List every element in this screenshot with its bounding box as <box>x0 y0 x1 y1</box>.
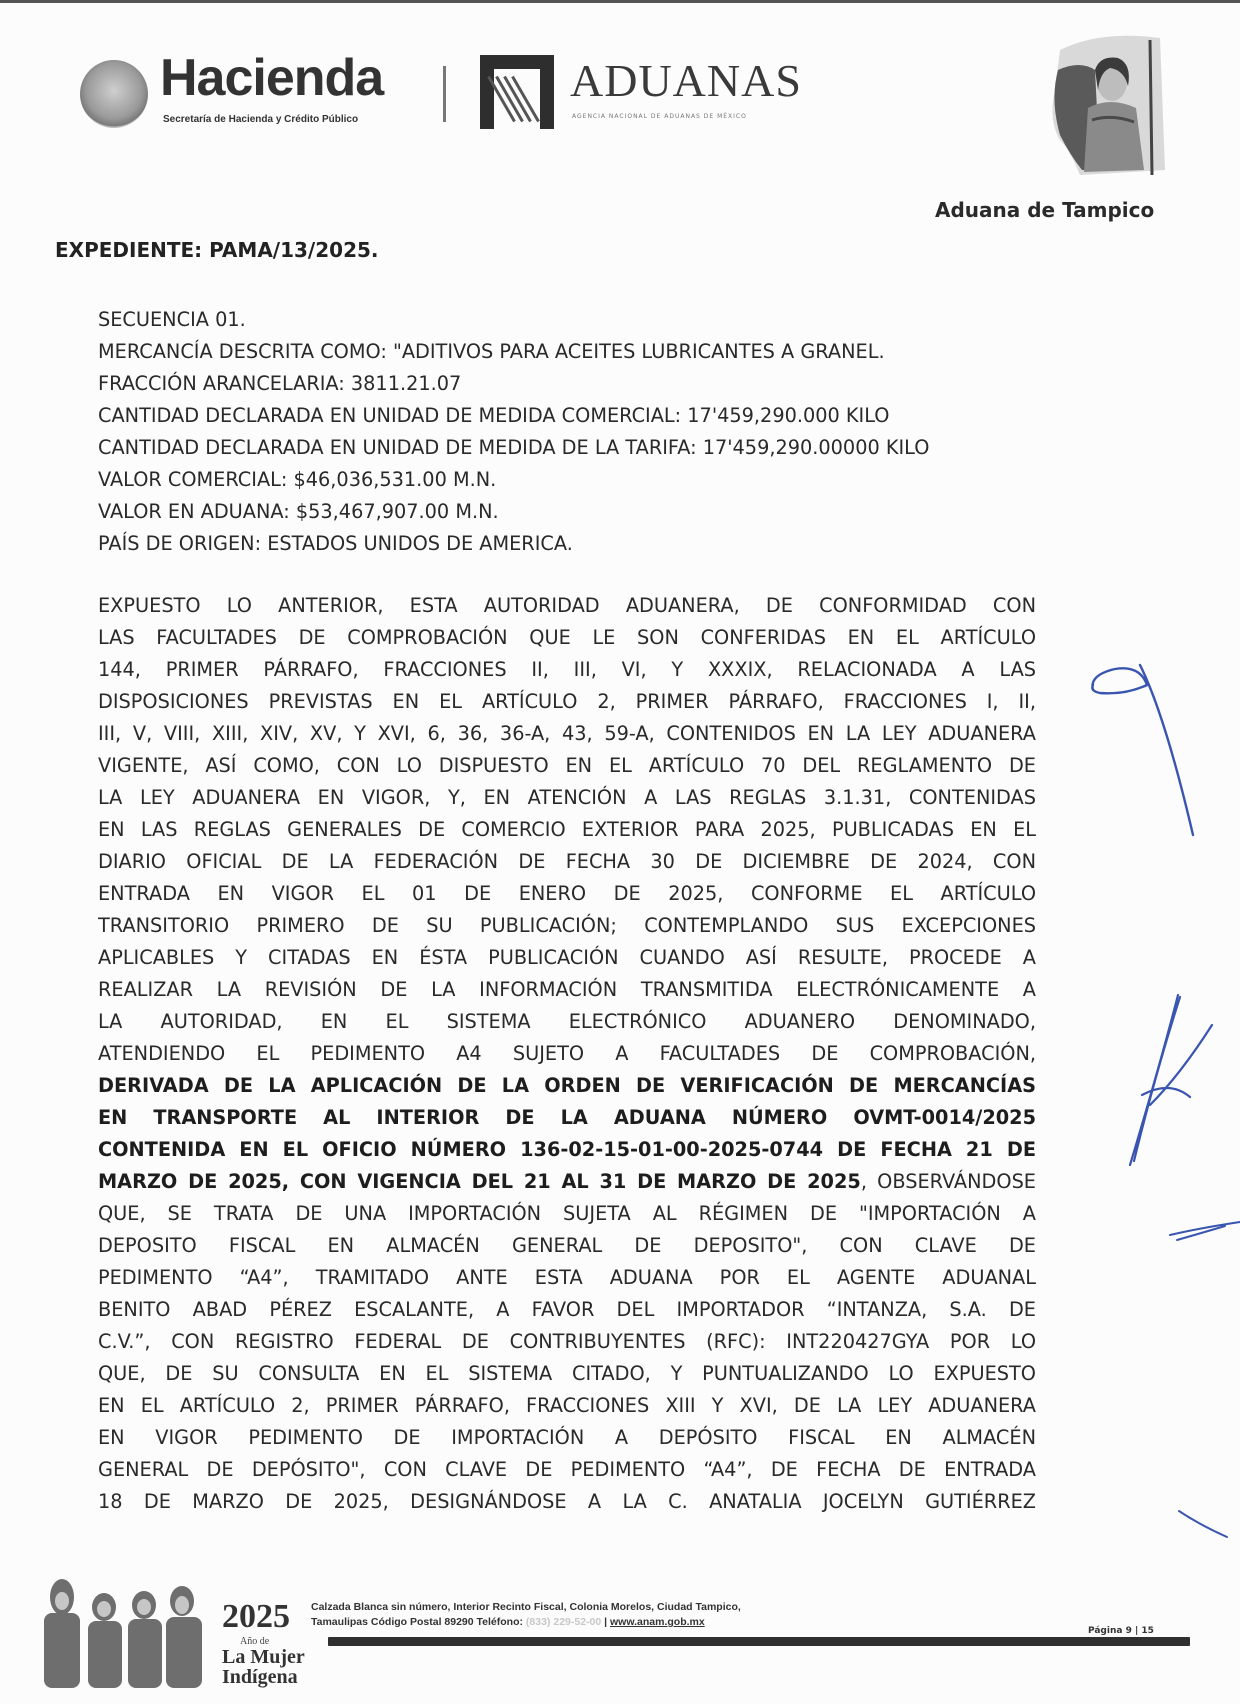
footer-address <box>311 1600 741 1630</box>
handwritten-mark-icon <box>1165 1210 1240 1250</box>
paragraph-line: ENTRADA EN VIGOR EL 01 DE ENERO DE 2025, CONFORME EL ARTÍCULO <box>98 882 1036 905</box>
paragraph-line: QUE, SE TRATA DE UNA IMPORTACIÓN SUJETA AL RÉGIMEN DE "IMPORTACIÓN A <box>98 1202 1036 1225</box>
footer-rule <box>328 1637 1190 1646</box>
paragraph-line: 144, PRIMER PÁRRAFO, FRACCIONES II, III, VI, Y XXXIX, RELACIONADA A LAS <box>98 658 1036 681</box>
customs-value: VALOR EN ADUANA: $53,467,907.00 M.N. <box>98 500 499 523</box>
merchandise-description: MERCANCÍA DESCRITA COMO: "ADITIVOS PARA ACEITES LUBRICANTES A GRANEL. <box>98 340 885 363</box>
header-divider <box>443 66 446 122</box>
merchandise-details <box>98 304 1036 560</box>
paragraph-line: EN LAS REGLAS GENERALES DE COMERCIO EXTERIOR PARA 2025, PUBLICADAS EN EL <box>98 818 1036 841</box>
handwritten-mark-icon <box>1175 1505 1235 1545</box>
paragraph-line: III, V, VIII, XIII, XIV, XV, Y XVI, 6, 36, 36-A, 43, 59-A, CONTENIDOS EN LA LEY ADUANERA <box>98 722 1036 745</box>
hacienda-logo-title: Hacienda <box>160 49 384 107</box>
footer-year-caption: Año de <box>240 1636 270 1647</box>
paragraph-line: TRANSITORIO PRIMERO DE SU PUBLICACIÓN; CONTEMPLANDO SUS EXCEPCIONES <box>98 914 1036 937</box>
hacienda-logo-subtitle: Secretaría de Hacienda y Crédito Público <box>163 114 359 125</box>
paragraph-line: DEPOSITO FISCAL EN ALMACÉN GENERAL DE DEPOSITO", CON CLAVE DE <box>98 1234 1036 1257</box>
address-line-1: Calzada Blanca sin número, Interior Recinto Fiscal, Colonia Morelos, Ciudad Tampico, <box>311 1601 741 1613</box>
quantity-tariff-unit: CANTIDAD DECLARADA EN UNIDAD DE MEDIDA DE LA TARIFA: 17'459,290.00000 KILO <box>98 436 930 459</box>
tariff-fraction: FRACCIÓN ARANCELARIA: 3811.21.07 <box>98 372 462 395</box>
paragraph-line: LA AUTORIDAD, EN EL SISTEMA ELECTRÓNICO ADUANERO DENOMINADO, <box>98 1010 1036 1033</box>
paragraph-line: DISPOSICIONES PREVISTAS EN EL ARTÍCULO 2, PRIMER PÁRRAFO, FRACCIONES I, II, <box>98 690 1036 713</box>
legal-paragraph <box>98 590 1036 1518</box>
paragraph-line: QUE, DE SU CONSULTA EN EL SISTEMA CITADO, Y PUNTUALIZANDO LO EXPUESTO <box>98 1362 1036 1385</box>
aduanas-logo-icon <box>480 55 554 129</box>
indigenous-women-illustration-icon <box>22 1575 212 1690</box>
paragraph-line: GENERAL DE DEPÓSITO", CON CLAVE DE PEDIMENTO “A4”, DE FECHA DE ENTRADA <box>98 1458 1036 1481</box>
paragraph-line: VIGENTE, ASÍ COMO, CON LO DISPUESTO EN EL ARTÍCULO 70 DEL REGLAMENTO DE <box>98 754 1036 777</box>
paragraph-line: LAS FACULTADES DE COMPROBACIÓN QUE LE SON CONFERIDAS EN EL ARTÍCULO <box>98 626 1036 649</box>
footer-year-theme: La Mujer Indígena <box>222 1646 305 1688</box>
country-of-origin: PAÍS DE ORIGEN: ESTADOS UNIDOS DE AMERICA. <box>98 532 573 555</box>
paragraph-line: REALIZAR LA REVISIÓN DE LA INFORMACIÓN TRANSMITIDA ELECTRÓNICAMENTE A <box>98 978 1036 1001</box>
handwritten-signature-icon <box>1120 985 1220 1185</box>
page-number: Página 9 | 15 <box>1088 1626 1154 1636</box>
sequence-number: SECUENCIA 01. <box>98 308 246 331</box>
paragraph-line: EN VIGOR PEDIMENTO DE IMPORTACIÓN A DEPÓSITO FISCAL EN ALMACÉN <box>98 1426 1036 1449</box>
paragraph-line: ATENDIENDO EL PEDIMENTO A4 SUJETO A FACULTADES DE COMPROBACIÓN, <box>98 1042 1036 1065</box>
paragraph-line: MARZO DE 2025, CON VIGENCIA DEL 21 AL 31 DE MARZO DE 2025, OBSERVÁNDOSE <box>98 1170 1036 1193</box>
website-link[interactable]: www.anam.gob.mx <box>610 1616 705 1628</box>
paragraph-line: PEDIMENTO “A4”, TRAMITADO ANTE ESTA ADUANA POR EL AGENTE ADUANAL <box>98 1266 1036 1289</box>
scan-top-edge <box>0 0 1240 3</box>
paragraph-line: APLICABLES Y CITADAS EN ÉSTA PUBLICACIÓN CUANDO ASÍ RESULTE, PROCEDE A <box>98 946 1036 969</box>
aduanas-logo-subtitle: AGENCIA NACIONAL DE ADUANAS DE MÉXICO <box>572 113 747 120</box>
footer-year: 2025 <box>222 1598 290 1635</box>
case-file-number: EXPEDIENTE: PAMA/13/2025. <box>55 238 379 262</box>
redacted-phone: (833) 229-52-00 <box>525 1616 602 1628</box>
quantity-commercial-unit: CANTIDAD DECLARADA EN UNIDAD DE MEDIDA COMERCIAL: 17'459,290.000 KILO <box>98 404 890 427</box>
paragraph-line: LA LEY ADUANERA EN VIGOR, Y, EN ATENCIÓN A LAS REGLAS 3.1.31, CONTENIDAS <box>98 786 1036 809</box>
commercial-value: VALOR COMERCIAL: $46,036,531.00 M.N. <box>98 468 497 491</box>
paragraph-line: BENITO ABAD PÉREZ ESCALANTE, A FAVOR DEL IMPORTADOR “INTANZA, S.A. DE <box>98 1298 1036 1321</box>
paragraph-line: 18 DE MARZO DE 2025, DESIGNÁNDOSE A LA C. ANATALIA JOCELYN GUTIÉRREZ <box>98 1490 1036 1513</box>
paragraph-line: EXPUESTO LO ANTERIOR, ESTA AUTORIDAD ADUANERA, DE CONFORMIDAD CON <box>98 594 1036 617</box>
address-line-2: Tamaulipas Código Postal 89290 Teléfono: (833) 229-52-00 | www.anam.gob.mx <box>311 1616 705 1628</box>
paragraph-line: CONTENIDA EN EL OFICIO NÚMERO 136-02-15-01-00-2025-0744 DE FECHA 21 DE <box>98 1138 1036 1161</box>
handwritten-initial-signature-icon <box>1085 655 1205 855</box>
paragraph-line: C.V.”, CON REGISTRO FEDERAL DE CONTRIBUYENTES (RFC): INT220427GYA POR LO <box>98 1330 1036 1353</box>
paragraph-line: DERIVADA DE LA APLICACIÓN DE LA ORDEN DE VERIFICACIÓN DE MERCANCÍAS <box>98 1074 1036 1097</box>
paragraph-line: EN EL ARTÍCULO 2, PRIMER PÁRRAFO, FRACCIONES XIII Y XVI, DE LA LEY ADUANERA <box>98 1394 1036 1417</box>
woman-with-flag-portrait-icon <box>1040 30 1170 178</box>
customs-office-name: Aduana de Tampico <box>935 198 1155 222</box>
paragraph-line: EN TRANSPORTE AL INTERIOR DE LA ADUANA NÚMERO OVMT-0014/2025 <box>98 1106 1036 1129</box>
paragraph-line: DIARIO OFICIAL DE LA FEDERACIÓN DE FECHA 30 DE DICIEMBRE DE 2024, CON <box>98 850 1036 873</box>
aduanas-logo-title: ADUANAS <box>570 55 802 106</box>
mexico-coat-of-arms-seal-icon <box>80 60 148 128</box>
